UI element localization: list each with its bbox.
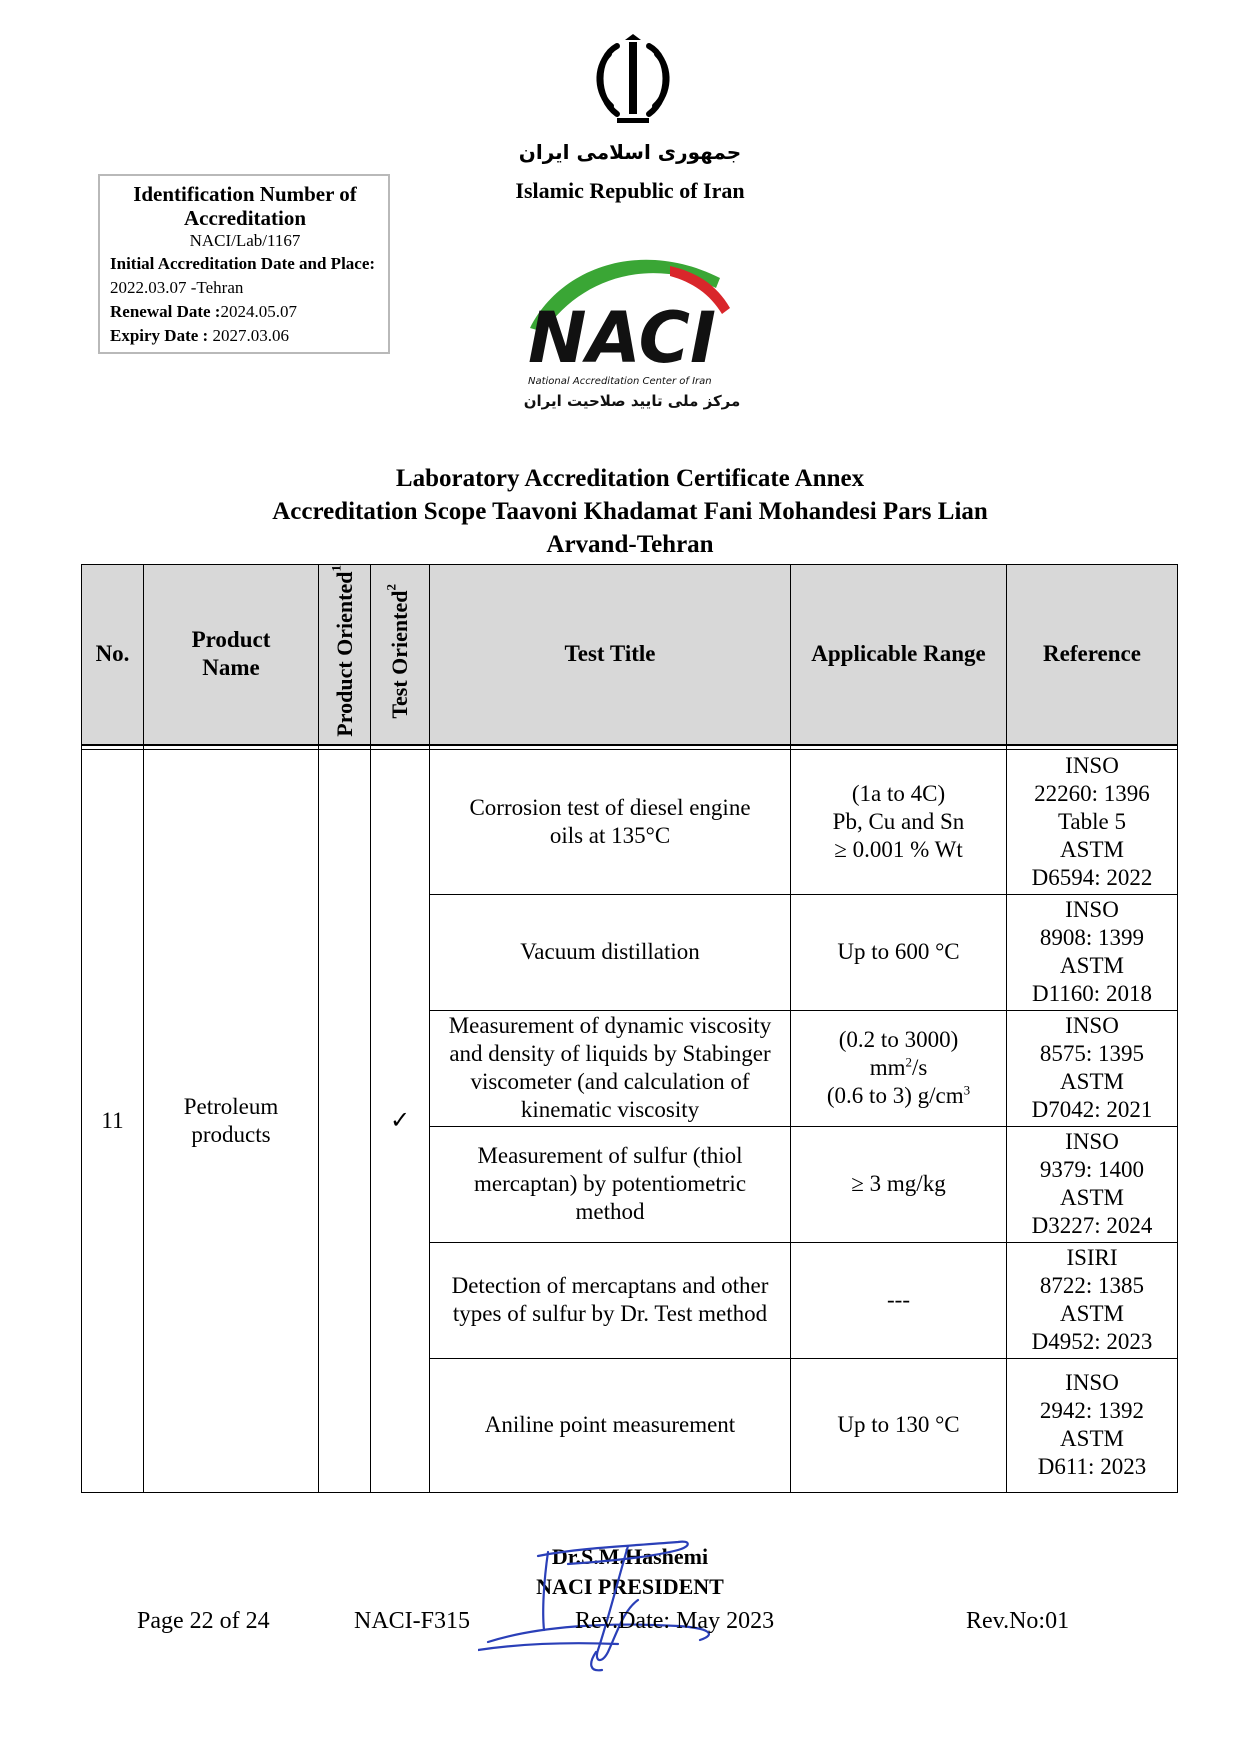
naci-logo <box>520 228 746 412</box>
test-title-cell: Measurement of sulfur (thiol mercaptan) by potentiometric method <box>430 1126 791 1242</box>
range-cell: --- <box>791 1242 1007 1358</box>
test-title-cell: Detection of mercaptans and other types of sulfur by Dr. Test method <box>430 1242 791 1358</box>
svg-text:National Accreditation Center: National Accreditation Center of Iran <box>528 376 712 387</box>
initial-label: Initial Accreditation Date and Place: <box>110 254 376 273</box>
header-applicable-range: Applicable Range <box>791 565 1007 745</box>
group-product-oriented <box>319 749 371 1492</box>
footer-revision-date: Rev.Date: May 2023 <box>575 1608 775 1634</box>
table-header-row <box>82 565 1178 745</box>
expiry-line <box>110 324 380 348</box>
range-cell: (0.2 to 3000) $mm^2/s$ (0.6 to 3) $g/cm^3$ <box>791 1010 1007 1126</box>
country-name-fa: جمهوری اسلامی ایران <box>518 140 742 164</box>
test-oriented-check-icon: ✓ <box>371 749 430 1492</box>
reference-cell: INSO 8908: 1399 ASTM D1160: 2018 <box>1007 894 1178 1010</box>
reference-cell: ISIRI 8722: 1385 ASTM D4952: 2023 <box>1007 1242 1178 1358</box>
test-title-cell: Aniline point measurement <box>430 1358 791 1492</box>
header-no: No. <box>82 565 144 745</box>
reference-cell: INSO 22260: 1396 Table 5 ASTM D6594: 2022 <box>1007 749 1178 894</box>
iran-emblem-icon <box>587 34 679 126</box>
footer-revision-number: Rev.No:01 <box>966 1608 1070 1634</box>
accreditation-id-box <box>98 174 390 354</box>
accreditation-scope-table <box>81 564 1178 1493</box>
signatory-role: NACI PRESIDENT <box>536 1574 724 1599</box>
group-no: 11 <box>82 749 144 1492</box>
country-name-en: Islamic Republic of Iran <box>515 178 745 203</box>
range-cell: Up to 130 °C <box>791 1358 1007 1492</box>
header-product-name: Product Name <box>144 565 319 745</box>
document-title-block <box>80 462 1180 561</box>
expiry-value: 2027.03.06 <box>208 326 289 345</box>
footer-form-code: NACI-F315 <box>354 1608 471 1634</box>
test-title-cell: Measurement of dynamic viscosity and density of liquids by Stabinger viscometer (and calculation of kinematic viscosity <box>430 1010 791 1126</box>
test-title-cell: Corrosion test of diesel engine oils at 135°C <box>430 749 791 894</box>
signatory-name: Dr.S.M.Hashemi <box>551 1544 709 1569</box>
title-line-2: Accreditation Scope Taavoni Khadamat Fani Mohandesi Pars Lian <box>272 498 988 525</box>
svg-text:NACI: NACI <box>528 297 717 379</box>
reference-cell: INSO 2942: 1392 ASTM D611: 2023 <box>1007 1358 1178 1492</box>
range-cell: ≥ 3 mg/kg <box>791 1126 1007 1242</box>
expiry-label: Expiry Date : <box>110 326 209 345</box>
title-line-1: Laboratory Accreditation Certificate Annex <box>395 465 865 492</box>
reference-cell: INSO 9379: 1400 ASTM D3227: 2024 <box>1007 1126 1178 1242</box>
test-title-cell: Vacuum distillation <box>430 894 791 1010</box>
group-product-name: Petroleum products <box>144 749 319 1492</box>
range-cell: Up to 600 °C <box>791 894 1007 1010</box>
handwritten-signature <box>478 1530 738 1680</box>
svg-text:مرکز ملی تایید صلاحیت ایران: مرکز ملی تایید صلاحیت ایران <box>523 392 741 410</box>
initial-value: 2022.03.07 -Tehran <box>110 278 244 297</box>
initial-accreditation-line <box>110 252 380 300</box>
header-reference: Reference <box>1007 565 1178 745</box>
table-row <box>82 749 1178 894</box>
accreditation-number: NACI/Lab/1167 <box>189 231 301 250</box>
renewal-value: 2024.05.07 <box>220 302 297 321</box>
range-cell: (1a to 4C) Pb, Cu and Sn ≥ 0.001 % Wt <box>791 749 1007 894</box>
header-test-oriented: Test Oriented$^2$ <box>371 565 430 745</box>
reference-cell: INSO 8575: 1395 ASTM D7042: 2021 <box>1007 1010 1178 1126</box>
title-line-3: Arvand-Tehran <box>546 531 714 558</box>
header-product-oriented: Product Oriented$^1$ <box>319 565 371 745</box>
renewal-label: Renewal Date : <box>110 302 221 321</box>
id-box-title: Identification Number of Accreditation <box>133 182 357 230</box>
header-test-title: Test Title <box>430 565 791 745</box>
renewal-line <box>110 300 380 324</box>
footer-page-number: Page 22 of 24 <box>137 1608 270 1634</box>
